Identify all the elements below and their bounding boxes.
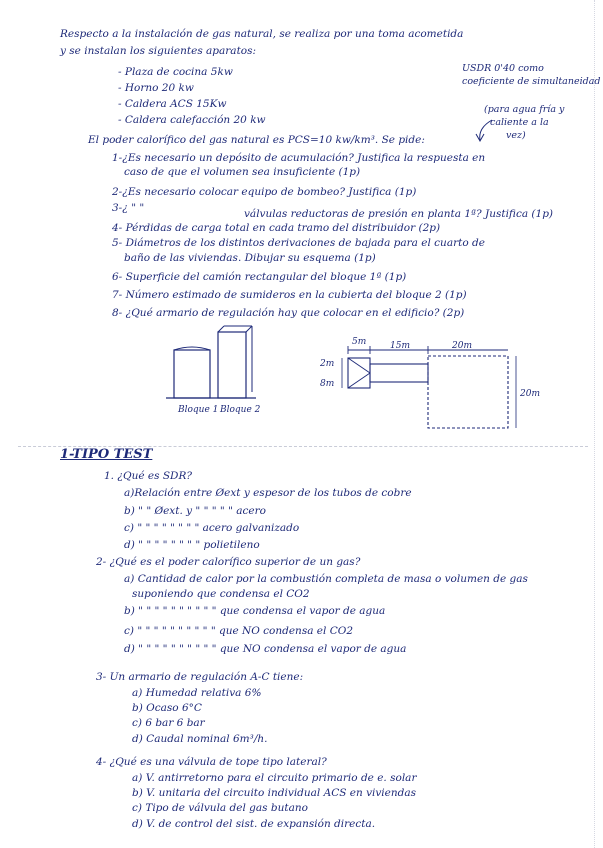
note-water-line-2: caliente a la <box>490 117 549 128</box>
plan-sketch <box>318 330 548 438</box>
question-5-line-1: 5- Diámetros de los distintos derivaciones de bajada para el cuarto de <box>112 237 485 249</box>
test-q4-option: d) V. de control del sist. de expansión directa. <box>132 818 376 830</box>
label-bloque-1: Bloque 1 <box>178 405 219 415</box>
question-1-line-1: 1-¿Es necesario un depósito de acumulación? Justifica la respuesta en <box>112 152 486 164</box>
question-7: 7- Número estimado de sumideros en la cubierta del bloque 2 (1p) <box>112 289 467 301</box>
test-q2: 2- ¿Qué es el poder calorífico superior de un gas? <box>96 556 361 568</box>
question-4: 4- Pérdidas de carga total en cada tramo del distribuidor (2p) <box>112 222 441 234</box>
test-q3-option: d) Caudal nominal 6m³/h. <box>132 733 268 745</box>
question-6: 6- Superficie del camión rectangular del bloque 1ª (1p) <box>112 271 407 283</box>
dim-15m: 15m <box>390 341 410 351</box>
test-title: 1-TIPO TEST <box>60 447 153 462</box>
intro-line-2: y se instalan los siguientes aparatos: <box>60 45 257 57</box>
test-q1-option: c) " " " " " " " " acero galvanizado <box>124 522 300 534</box>
note-tube-line-1: USDR 0'40 como <box>462 63 544 74</box>
test-q1-option: a)Relación entre Øext y espesor de los tubos de cobre <box>124 487 412 499</box>
dim-20m-right: 20m <box>520 389 540 399</box>
question-5-line-2: baño de las viviendas. Dibujar su esquema (1p) <box>124 252 376 264</box>
test-q4: 4- ¿Qué es una válvula de tope tipo lateral? <box>96 756 327 768</box>
test-q2-option: suponiendo que condensa el CO2 <box>132 588 310 600</box>
appliance-item: - Caldera calefacción 20 kw <box>118 114 266 126</box>
appliance-item: - Plaza de cocina 5kw <box>118 66 233 78</box>
test-q2-option: a) Cantidad de calor por la combustión completa de masa o volumen de gas <box>124 573 528 585</box>
test-q1-option: d) " " " " " " " " polietileno <box>124 539 260 551</box>
test-q3: 3- Un armario de regulación A-C tiene: <box>96 671 304 683</box>
question-8: 8- ¿Qué armario de regulación hay que colocar en el edificio? (2p) <box>112 307 465 319</box>
question-3-start: 3-¿ " " <box>112 202 145 214</box>
note-water-line-1: (para agua fría y <box>484 104 565 115</box>
question-3-end: válvulas reductoras de presión en planta 1ª? Justifica (1p) <box>244 208 554 220</box>
test-q1: 1. ¿Qué es SDR? <box>104 470 192 482</box>
appliance-item: - Horno 20 kw <box>118 82 194 94</box>
test-q4-option: a) V. antirretorno para el circuito primario de e. solar <box>132 772 417 784</box>
appliance-item: - Caldera ACS 15Kw <box>118 98 227 110</box>
note-tube-line-2: coeficiente de simultaneidad <box>462 76 601 87</box>
blocks-elevation-sketch <box>160 320 280 420</box>
intro-line-1: Respecto a la instalación de gas natural, se realiza por una toma acometida <box>60 28 464 40</box>
dim-2m: 2m <box>320 359 335 369</box>
test-q3-option: b) Ocaso 6°C <box>132 702 202 714</box>
test-q1-option: b) " " Øext. y " " " " " acero <box>124 505 266 517</box>
dim-20m-top: 20m <box>452 341 472 351</box>
label-bloque-2: Bloque 2 <box>220 405 261 415</box>
note-water-line-3: vez) <box>506 130 526 141</box>
test-q2-option: c) " " " " " " " " " " que NO condensa el CO2 <box>124 625 354 637</box>
question-1-line-2: caso de que el volumen sea insuficiente (1p) <box>124 166 361 178</box>
calorific-line: El poder calorífico del gas natural es PCS=10 kw/km³. Se pide: <box>88 134 425 146</box>
dim-8m: 8m <box>320 379 335 389</box>
test-q2-option: b) " " " " " " " " " " que condensa el vapor de agua <box>124 605 386 617</box>
test-q4-option: b) V. unitaria del circuito individual ACS en viviendas <box>132 787 417 799</box>
test-q2-option: d) " " " " " " " " " " que NO condensa el vapor de agua <box>124 643 407 655</box>
test-q4-option: c) Tipo de válvula del gas butano <box>132 802 308 814</box>
test-q3-option: c) 6 bar 6 bar <box>132 717 205 729</box>
dim-5m: 5m <box>352 337 367 347</box>
question-2: 2-¿Es necesario colocar equipo de bombeo? Justifica (1p) <box>112 186 417 198</box>
test-q3-option: a) Humedad relativa 6% <box>132 687 262 699</box>
